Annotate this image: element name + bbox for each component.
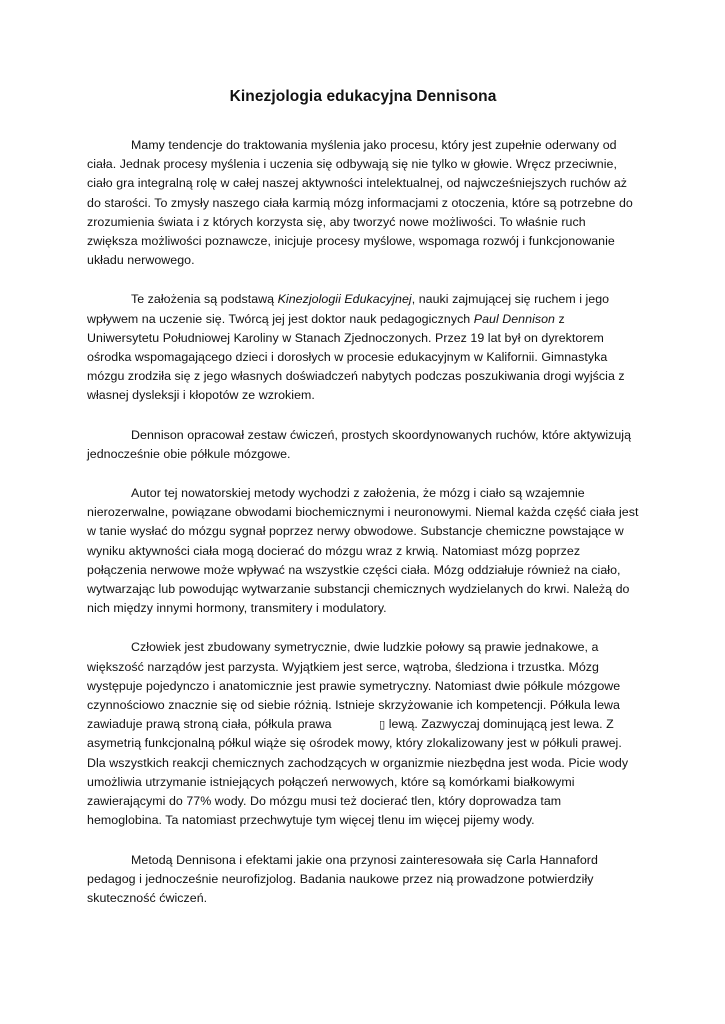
missing-glyph-icon: ▯	[379, 719, 386, 732]
paragraph-2	[87, 290, 639, 405]
paragraph-2-emphasis-kinezjologia: Kinezjologii Edukacyjnej	[277, 292, 412, 307]
paragraph-2-text-a: Te założenia są podstawą	[131, 292, 278, 307]
document-title: Kinezjologia edukacyjna Dennisona	[229, 88, 497, 105]
paragraph-2-text-e: z Uniwersytetu Południowej Karoliny w Stanach Zjednoczonych. Przez 19 lat był on dyrektorem ośrodka wspomagającego dzieci i dorosłych w procesie edukacyjnym w Kalifornii. Gimnastyka mózgu zrodziła się z jego własnych doświadczeń nabytych podczas poszukiwania drogi wyjścia z własnej dysleksji i kłopotów ze wzrokiem.	[87, 311, 625, 403]
paragraph-1: Mamy tendencje do traktowania myślenia jako procesu, który jest zupełnie oderwany od ciała. Jednak procesy myślenia i uczenia się odbywają się nie tylko w głowie. Wręcz przeciwnie, ciało gra integralną rolę w całej naszej aktywności intelektualnej, od najwcześniejszych ruchów aż do starości. To zmysły naszego ciała karmią mózg informacjami z otoczenia, które są potrzebne do zrozumienia świata i z których korzysta się, aby tworzyć nowe możliwości. To właśnie ruch zwiększa możliwości poznawcze, inicjuje procesy myślowe, wspomaga rozwój i funkcjonowanie układu nerwowego.	[87, 138, 633, 268]
paragraph-3: Dennison opracował zestaw ćwiczeń, prostych skoordynowanych ruchów, które aktywizują jednocześnie obie półkule mózgowe.	[87, 427, 632, 461]
paragraph-5	[87, 638, 639, 830]
paragraph-2-text-c: , nauki zajmującej się ruchem i jego wpływem na uczenie się. Twórcą jej jest doktor nauk pedagogicznych	[87, 292, 610, 326]
paragraph-5-text-b: lewą. Zazwyczaj dominującą jest lewa. Z asymetrią funkcjonalną półkul wiąże się ośrodek mowy, który zlokalizowany jest w półkuli prawej. Dla wszystkich reakcji chemicznych zachodzących w organizmie niezbędna jest woda. Picie wody umożliwia utrzymanie istniejących połączeń nerwowych, które są komórkami białkowymi zawierającymi do 77% wody. Do mózgu musi też docierać tlen, który doprowadza tam hemoglobina. Ta natomiast przechwytuje tym więcej tlenu im więcej pijemy wody.	[87, 717, 629, 828]
paragraph-5-text-a: Człowiek jest zbudowany symetrycznie, dwie ludzkie połowy są prawie jednakowe, a większość narządów jest parzysta. Wyjątkiem jest serce, wątroba, śledziona i trzustka. Mózg występuje pojedynczo i anatomicznie jest prawie symetryczny. Natomiast dwie półkule mózgowe czynnościowo znacznie się od siebie różnią. Istnieje skrzyżowanie ich kompetencji. Półkula lewa zawiaduje prawą stroną ciała, półkula prawa	[87, 640, 621, 732]
paragraph-2-emphasis-dennison: Paul Dennison	[473, 311, 555, 326]
document-page	[87, 88, 639, 928]
paragraph-4: Autor tej nowatorskiej metody wychodzi z założenia, że mózg i ciało są wzajemnie nierozerwalne, powiązane obwodami biochemicznymi i neuronowymi. Niemal każda część ciała jest w tanie wysłać do mózgu sygnał poprzez nerwy obwodowe. Substancje chemiczne powstające w wyniku aktywności ciała mogą docierać do mózgu wraz z krwią. Natomiast mózg poprzez połączenia nerwowe może wpływać na wszystkie części ciała. Mózg oddziałuje również na ciało, wytwarzając lub powodując wytwarzanie substancji chemicznych wydzielanych do krwi. Należą do nich między innymi hormony, transmitery i modulatory.	[87, 486, 639, 616]
paragraph-6: Metodą Dennisona i efektami jakie ona przynosi zainteresowała się Carla Hannaford pedagog i jednocześnie neurofizjolog. Badania naukowe przez nią prowadzone potwierdziły skuteczność ćwiczeń.	[87, 852, 598, 905]
